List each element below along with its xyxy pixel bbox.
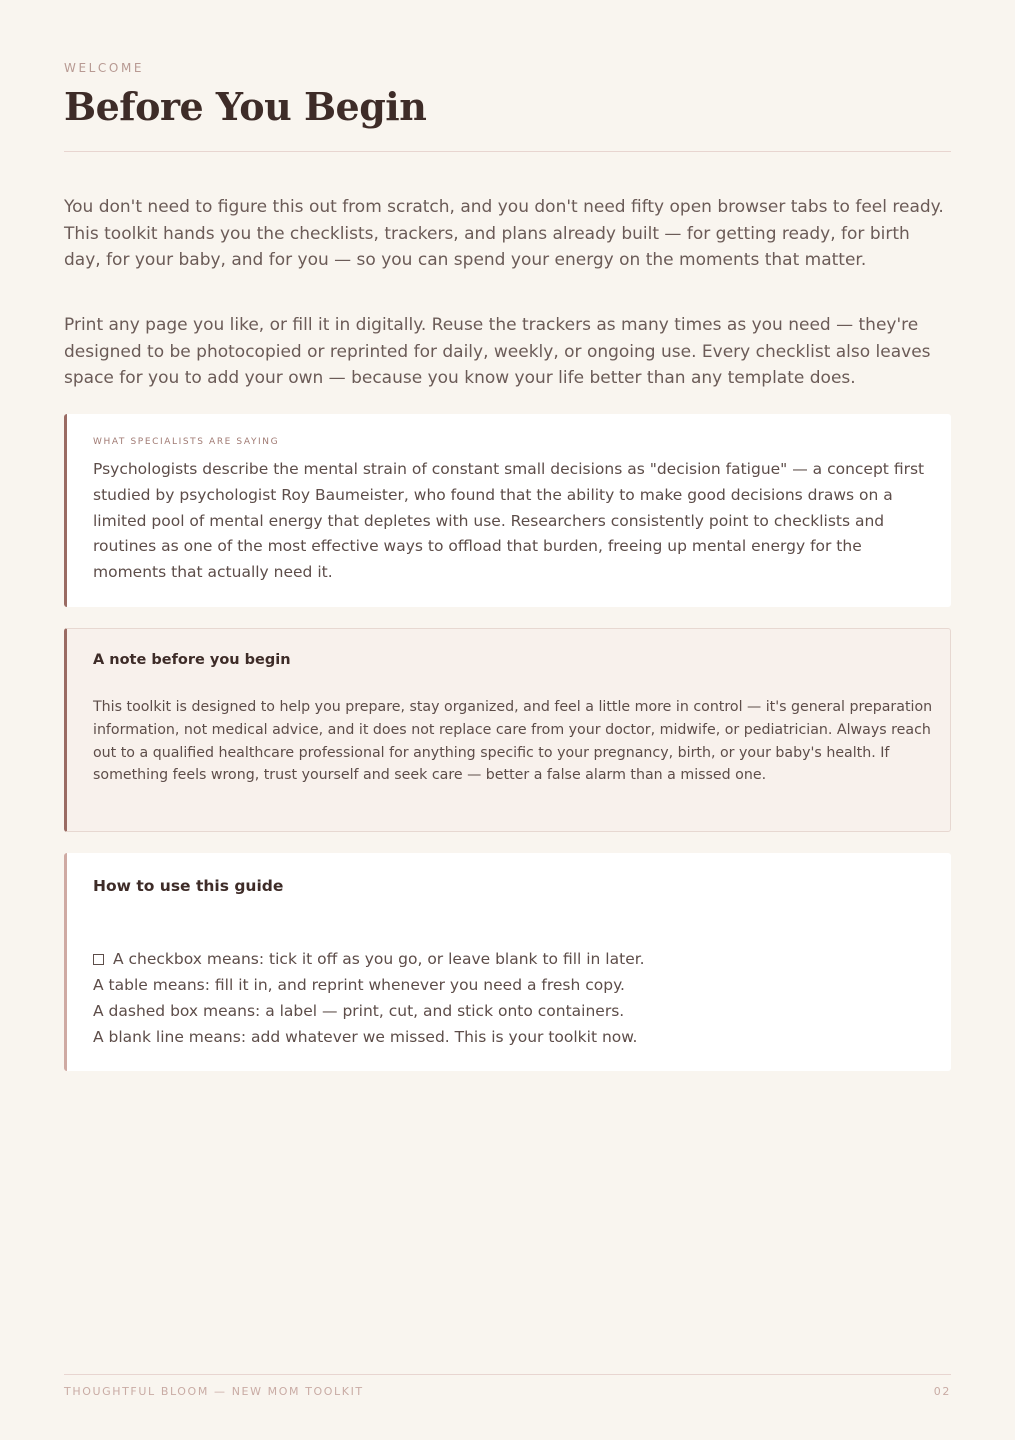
how-to-use-card	[64, 853, 951, 1071]
howto-item-table: A table means: fill it in, and reprint whenever you need a fresh copy.	[93, 976, 625, 994]
howto-item-blank-line: A blank line means: add whatever we missed. This is your toolkit now.	[93, 1028, 638, 1046]
howto-item-dashed-box: A dashed box means: a label — print, cut, and stick onto containers.	[93, 1002, 625, 1020]
page-title: Before You Begin	[64, 84, 427, 129]
specialists-label: WHAT SPECIALISTS ARE SAYING	[93, 437, 280, 447]
disclaimer-note	[64, 628, 951, 832]
page	[64, 0, 951, 1440]
howto-item-checkbox	[93, 946, 933, 972]
section-eyebrow: WELCOME	[64, 61, 145, 75]
howto-title: How to use this guide	[93, 877, 284, 895]
howto-list	[93, 946, 933, 1050]
intro-paragraph-2: Print any page you like, or fill it in digitally. Reuse the trackers as many times as you need — they're designed to be photocopied or reprinted for daily, weekly, or ongoing use. Every checklist also leaves space for you to add your own — because you know your life better than any template does.	[64, 315, 931, 388]
specialists-body: Psychologists describe the mental strain of constant small decisions as "decision fatigue" — a concept first studied by psychologist Roy Baumeister, who found that the ability to make good decisions draws on a limited pool of mental energy that depletes with use. Researchers consistently point to checklists and routines as one of the most effective ways to offload that burden, freeing up mental energy for the moments that actually need it.	[93, 460, 925, 582]
title-divider	[64, 151, 951, 152]
note-title: A note before you begin	[93, 652, 291, 668]
footer-divider	[64, 1374, 951, 1375]
checkbox-icon	[93, 954, 104, 965]
howto-item-text: A checkbox means: tick it off as you go, or leave blank to fill in later.	[113, 950, 645, 968]
specialists-callout	[64, 414, 951, 607]
page-number: 02	[933, 1385, 951, 1398]
note-body: This toolkit is designed to help you prepare, stay organized, and feel a little more in control — it's general preparation information, not medical advice, and it does not replace care from your doctor, midwife, or pediatrician. Always reach out to a qualified healthcare professional for anything specific to your pregnancy, birth, or your baby's health. If something feels wrong, trust yourself and seek care — better a false alarm than a missed one.	[93, 699, 933, 784]
intro-paragraph-1: You don't need to figure this out from scratch, and you don't need fifty open browser tabs to feel ready. This toolkit hands you the checklists, trackers, and plans already built — for getting ready, for birth day, for your baby, and for you — so you can spend your energy on the moments that matter.	[64, 197, 944, 270]
footer-brand: THOUGHTFUL BLOOM — NEW MOM TOOLKIT	[64, 1385, 364, 1398]
